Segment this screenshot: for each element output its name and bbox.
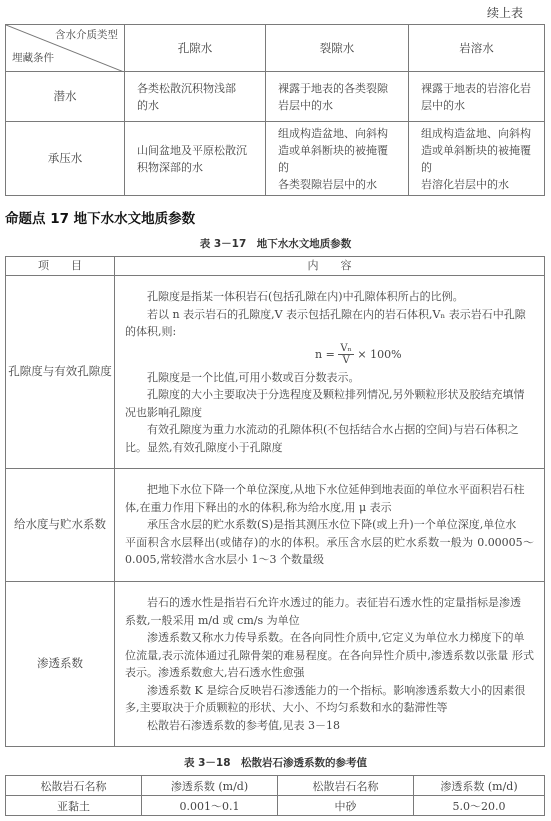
- continued-label: 续上表: [486, 6, 523, 20]
- content-line: 多,主要取决于介质颗粒的形状、大小、不均匀系数和水的黏滞性等: [125, 701, 448, 714]
- content-line: 比。显然,有效孔隙度小于孔隙度: [125, 440, 283, 454]
- table-cell: [266, 72, 409, 122]
- table-header-row: [6, 257, 545, 276]
- content-line: 渗透系数 K 是综合反映岩石渗透能力的一个指标。影响渗透系数大小的因素很: [147, 683, 526, 697]
- content-line: 有效孔隙度为重力水流动的孔隙体积(不包括结合水占据的空间)与岩石体积之: [147, 423, 519, 436]
- aquifer-type-table: [5, 24, 545, 196]
- table-cell: [125, 72, 266, 122]
- col-header-karst-water: 岩溶水: [409, 25, 545, 72]
- table-row: [6, 72, 545, 122]
- table-cell: 中砂: [278, 796, 414, 816]
- col-header-content: 内 容: [115, 257, 545, 276]
- row-header-phreatic: 潜水: [6, 72, 125, 122]
- diag-bottom-label: 埋藏条件: [12, 52, 54, 64]
- content-line: 系数,一般采用 m/d 或 cm/s 为单位: [125, 613, 300, 627]
- row-label-porosity: 孔隙度与有效孔隙度: [6, 276, 115, 469]
- col-header-rock-name: 松散岩石名称: [6, 776, 142, 796]
- fraction-denominator: V: [342, 355, 350, 366]
- content-line: 若以 n 表示岩石的孔隙度,V 表示包括孔隙在内的岩石体积,Vₙ 表示岩石中孔隙: [147, 307, 526, 321]
- cell-line: 积物深部的水: [137, 160, 203, 174]
- col-header-fissure-water: 裂隙水: [266, 25, 409, 72]
- content-line: 0.005,常较潜水含水层小 1～3 个数量级: [125, 553, 324, 567]
- table-row: [6, 122, 545, 196]
- content-line: 孔隙度的大小主要取决于分选程度及颗粒排列情况,另外颗粒形状及胶结充填情: [147, 388, 525, 401]
- cell-line: 山间盆地及平原松散沉: [137, 143, 247, 157]
- table-cell: 5.0～20.0: [414, 796, 545, 816]
- content-line: 松散岩石渗透系数的参考值,见表 3－18: [147, 718, 340, 732]
- cell-line: 裸露于地表的各类裂隙: [278, 81, 388, 95]
- table-caption: 表 3－17 地下水水文地质参数: [199, 238, 352, 250]
- cell-line: 岩层中的水: [278, 98, 333, 112]
- table-row: [6, 276, 545, 469]
- table-header-row: [6, 776, 545, 796]
- table-row: [6, 796, 545, 816]
- equation-lhs: n =: [315, 347, 335, 361]
- cell-line: 造或单斜断块的被掩覆的: [278, 143, 388, 174]
- row-header-confined: 承压水: [6, 122, 125, 196]
- cell-line: 层中的水: [421, 98, 465, 112]
- table-cell: [266, 122, 409, 196]
- diag-top-label: 含水介质类型: [55, 29, 118, 41]
- cell-line: 造或单斜断块的被掩覆的: [421, 143, 531, 174]
- content-line: 孔隙度是指某一体积岩石(包括孔隙在内)中孔隙体积所占的比例。: [147, 290, 464, 303]
- col-header-item: 项 目: [6, 257, 115, 276]
- col-header-rock-name: 松散岩石名称: [278, 776, 414, 796]
- cell-line: 各类松散沉积物浅部: [137, 81, 236, 95]
- cell-line: 组成构造盆地、向斜构: [421, 126, 531, 140]
- table-cell: 0.001～0.1: [142, 796, 278, 816]
- content-line: 承压含水层的贮水系数(S)是指其测压水位下降(或上升)一个单位深度,单位水: [147, 518, 517, 532]
- content-line: 位流量,表示流体通过孔隙骨架的难易程度。在各向异性介质中,渗透系数以张量: [125, 648, 509, 662]
- diagonal-header-cell: [6, 25, 125, 72]
- hydrogeologic-params-table: [5, 256, 545, 747]
- permeability-reference-table: [5, 775, 545, 816]
- table-cell: [409, 122, 545, 196]
- col-header-permeability: 渗透系数 (m/d): [142, 776, 278, 796]
- fraction-numerator: Vₙ: [340, 343, 352, 354]
- row-content: [115, 582, 545, 747]
- row-content: [115, 469, 545, 582]
- equation-rhs: × 100%: [357, 347, 402, 361]
- cell-line: 各类裂隙岩层中的水: [278, 177, 377, 191]
- section-title: 命题点 17 地下水水文地质参数: [5, 211, 196, 227]
- content-line: 体,在重力作用下释出的水的体积,称为给水度,用 μ 表示: [125, 500, 392, 514]
- porosity-equation: [125, 341, 534, 369]
- cell-line: 的水: [137, 98, 159, 112]
- table-cell: 亚黏土: [6, 796, 142, 816]
- col-header-pore-water: 孔隙水: [125, 25, 266, 72]
- content-line: 平面积含水层释出(或储存)的水的体积。承压含水层的贮水系数一般为 0.00005～: [125, 535, 534, 549]
- table-row: [6, 582, 545, 747]
- content-line: 的体积,则:: [125, 325, 177, 338]
- content-line: 岩石的透水性是指岩石允许水透过的能力。表征岩石透水性的定量指标是渗透: [147, 596, 521, 609]
- content-line: 形式表示。渗透系数愈大,岩石透水性愈强: [125, 648, 534, 679]
- table-caption: 表 3－18 松散岩石渗透系数的参考值: [183, 757, 368, 769]
- row-content: [115, 276, 545, 469]
- cell-line: 裸露于地表的岩溶化岩: [421, 81, 531, 95]
- row-label-permeability: 渗透系数: [6, 582, 115, 747]
- content-line: 渗透系数又称水力传导系数。在各向同性介质中,它定义为单位水力梯度下的单: [147, 631, 525, 644]
- content-line: 把地下水位下降一个单位深度,从地下水位延伸到地表面的单位水平面积岩石柱: [147, 483, 525, 497]
- content-line: 孔隙度是一个比值,可用小数或百分数表示。: [147, 370, 360, 384]
- table-row: [6, 469, 545, 582]
- cell-line: 组成构造盆地、向斜构: [278, 126, 388, 140]
- content-line: 况也影响孔隙度: [125, 405, 202, 419]
- cell-line: 岩溶化岩层中的水: [421, 177, 509, 191]
- col-header-permeability: 渗透系数 (m/d): [414, 776, 545, 796]
- table-cell: [125, 122, 266, 196]
- table-cell: [409, 72, 545, 122]
- equation-fraction: [338, 343, 354, 366]
- row-label-specific-yield: 给水度与贮水系数: [6, 469, 115, 582]
